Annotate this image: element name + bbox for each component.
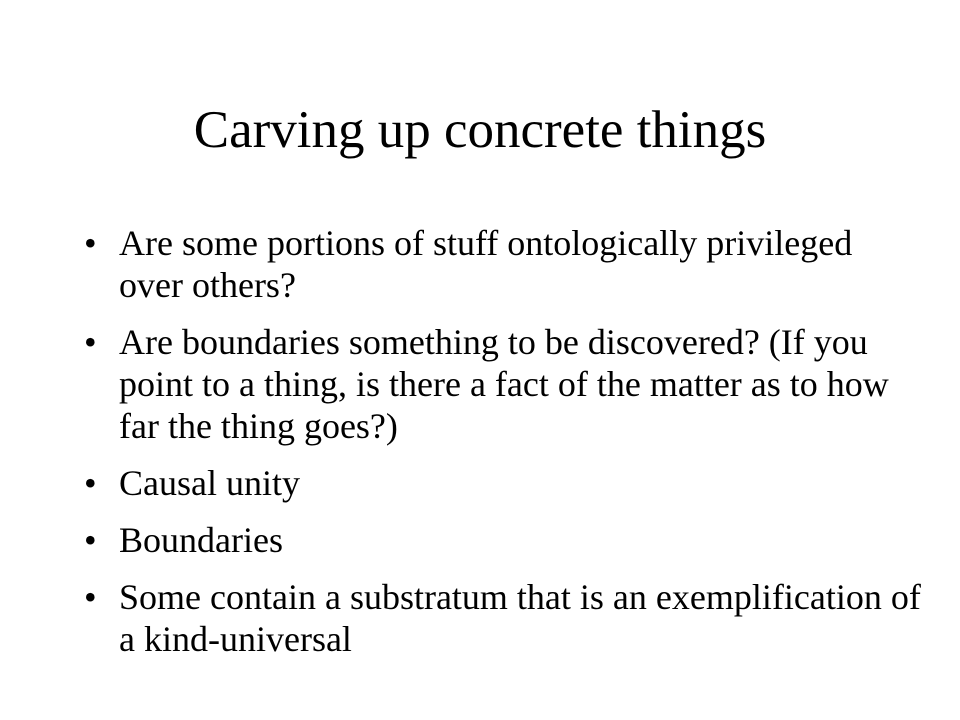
bullet-text: Some contain a substratum that is an exemplification of a kind-universal bbox=[119, 577, 921, 659]
bullet-text: Are some portions of stuff ontologically privileged over others? bbox=[119, 223, 853, 305]
bullet-item bbox=[84, 576, 924, 660]
bullet-icon: • bbox=[84, 520, 97, 560]
bullet-item bbox=[84, 222, 924, 306]
bullet-icon: • bbox=[84, 577, 97, 617]
bullet-item bbox=[84, 462, 924, 504]
bullet-text: Boundaries bbox=[119, 520, 283, 560]
bullet-item bbox=[84, 519, 924, 561]
bullet-icon: • bbox=[84, 463, 97, 503]
bullet-text: Causal unity bbox=[119, 463, 300, 503]
slide-title: Carving up concrete things bbox=[193, 101, 767, 159]
bullet-item bbox=[84, 321, 924, 447]
bullet-text: Are boundaries something to be discovered? (If you point to a thing, is there a fact of the matter as to how far the thing goes?) bbox=[119, 322, 889, 446]
bullet-icon: • bbox=[84, 223, 97, 263]
bullet-list bbox=[84, 222, 924, 675]
bullet-icon: • bbox=[84, 322, 97, 362]
